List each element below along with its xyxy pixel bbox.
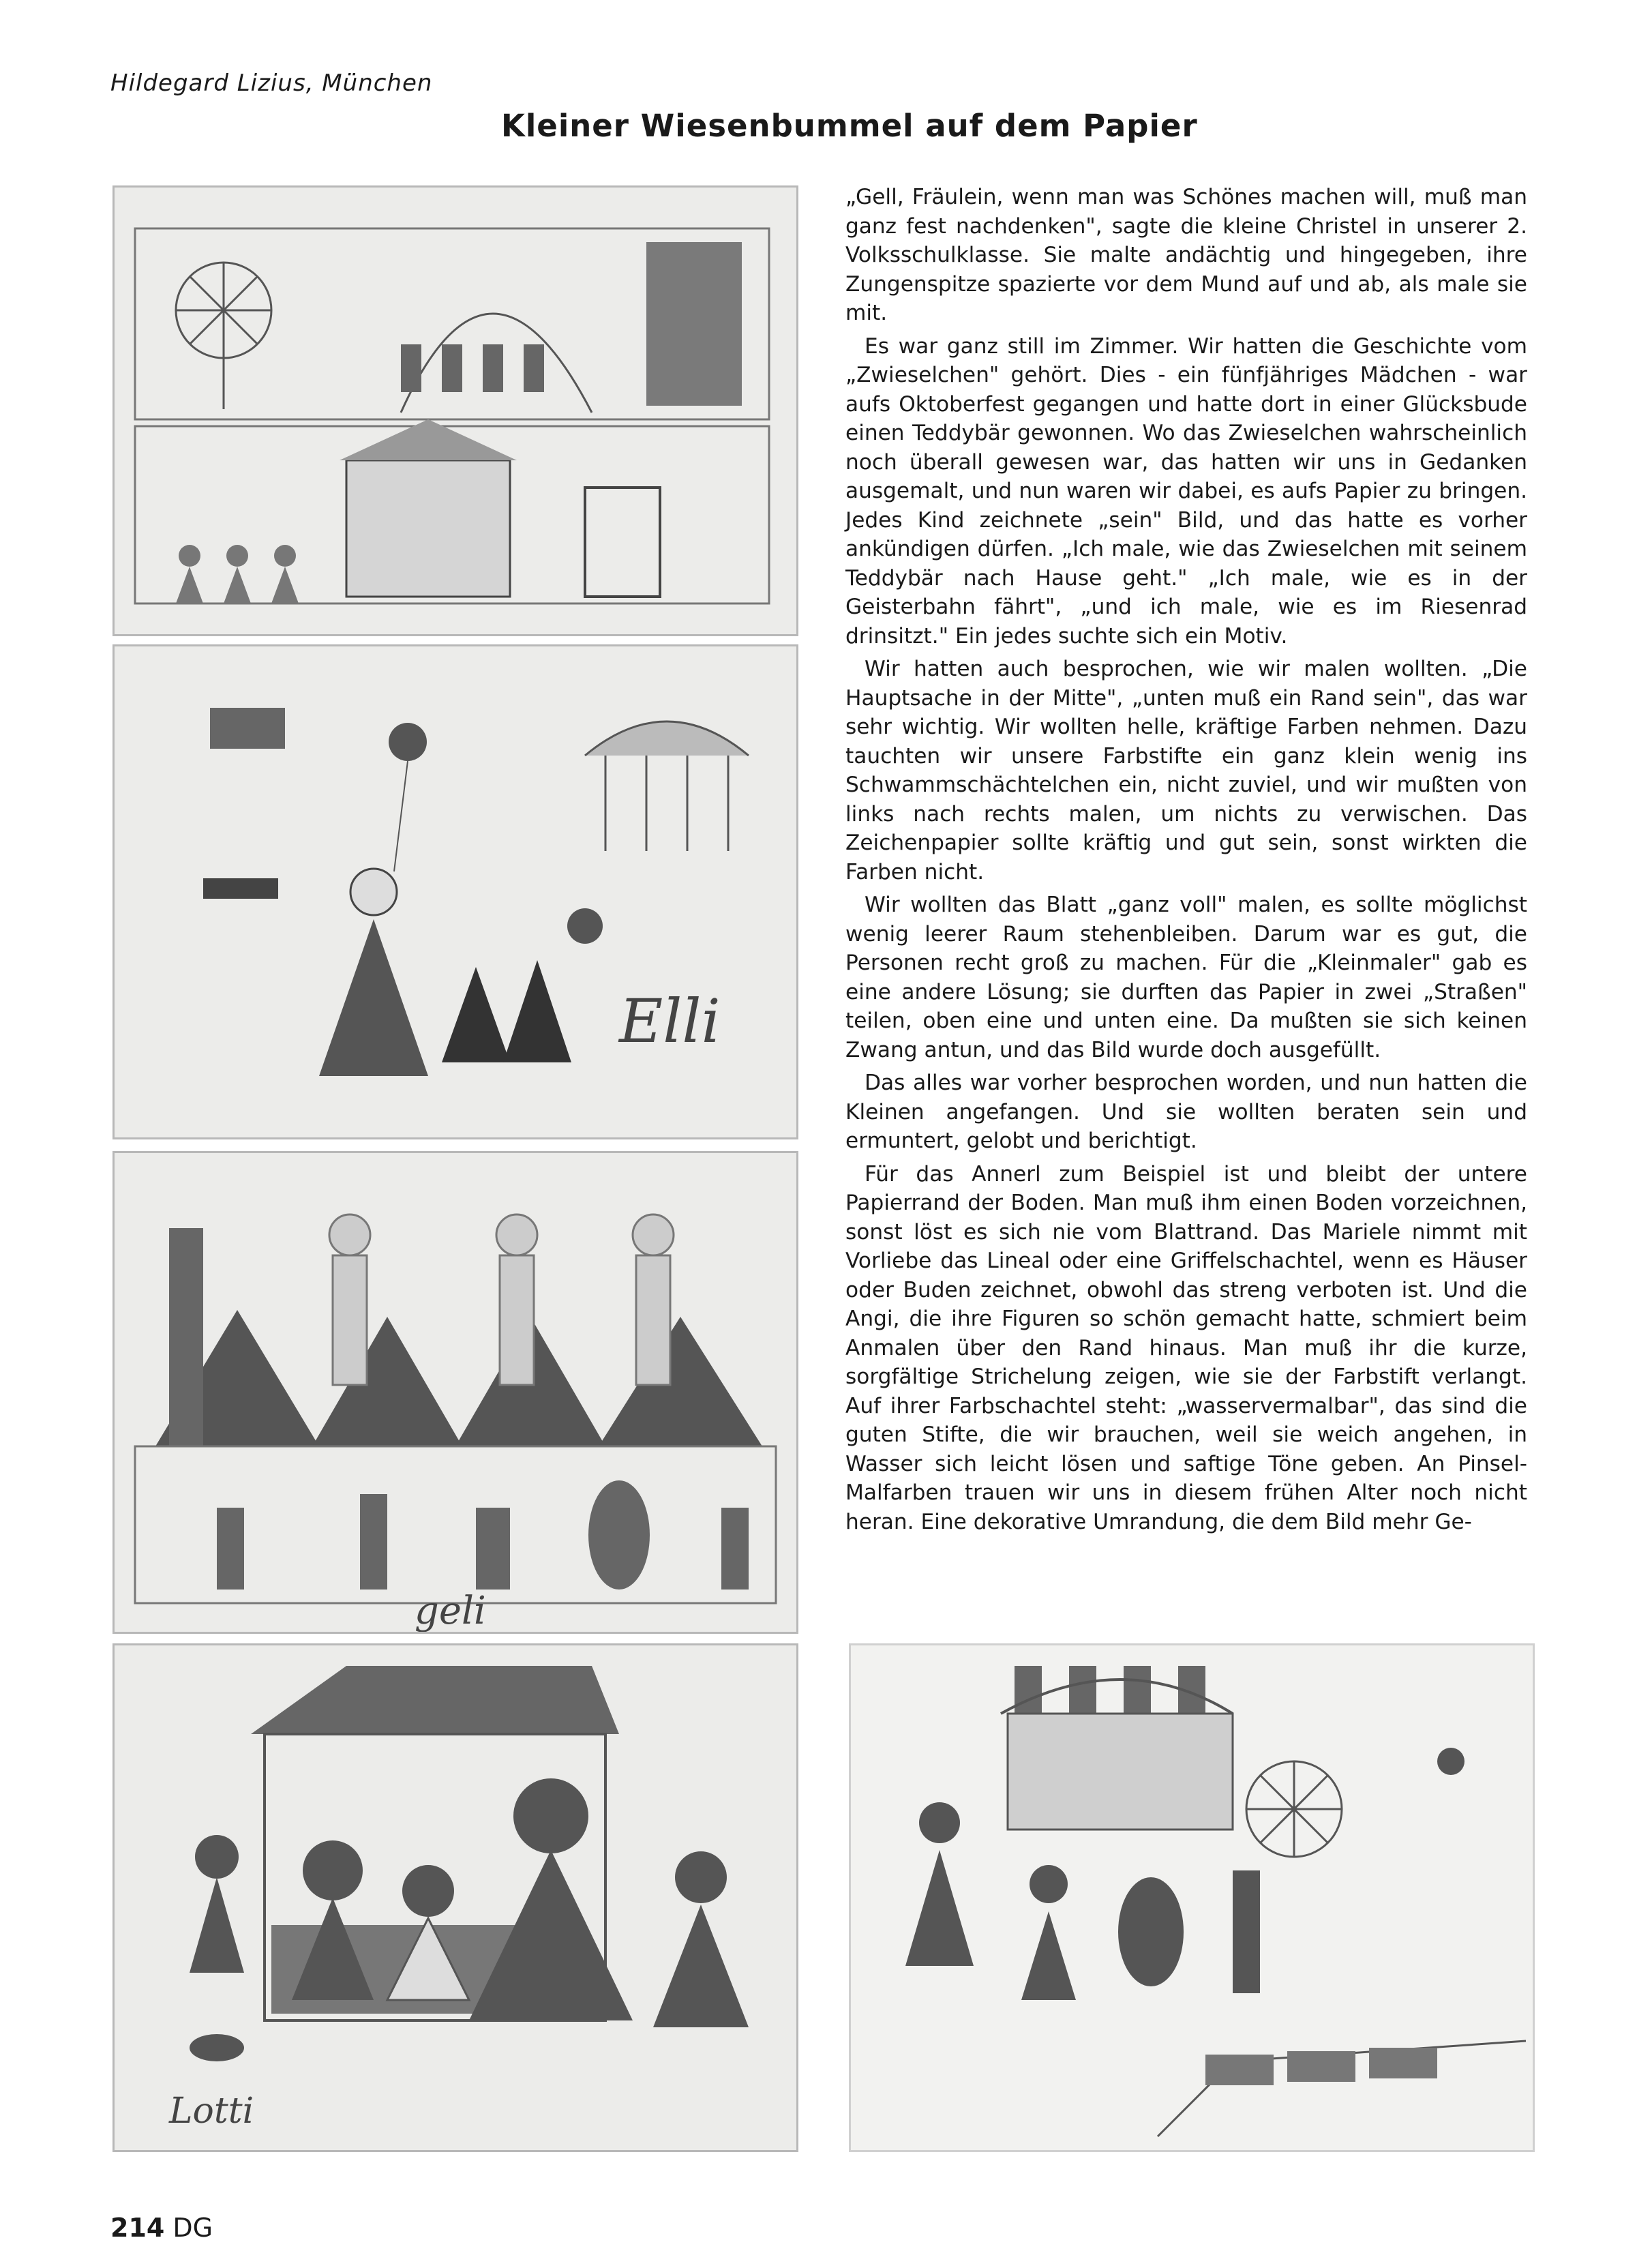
paragraph: Wir wollten das Blatt „ganz voll" malen, es sollte möglichst wenig leerer Raum stehenbleiben. Darum war es gut, die Personen recht groß zu machen. Für die „Kleinmaler" gab es eine andere Lösung; sie durften das Papier in zwei „Straßen" teilen, oben eine und unten eine. Da mußten sie sich keinen Zwang antun, und das Bild wurde doch ausgefüllt. xyxy=(845,893,1527,1062)
article-body xyxy=(845,183,1527,1540)
paragraph: Wir hatten auch besprochen, wie wir malen wollten. „Die Hauptsache in der Mitte", „unten muß ein Rand sein", das war sehr wichtig. Wir wollten helle, kräftige Farben nehmen. Dazu tauchten wir unsere Farbstifte ein ganz klein wenig ins Schwammschächtelchen ein, nicht zuviel, und wir mußten von links nach rechts malen, um nichts zu verwischen. Das Zeichenpapier sollte kräftig und gut sein, sonst wirkten die Farben nicht. xyxy=(845,657,1527,884)
signature-elli: Elli xyxy=(619,986,721,1056)
fairground-drawing-svg xyxy=(115,188,796,634)
paragraph: Es war ganz still im Zimmer. Wir hatten die Geschichte vom „Zwieselchen" gehört. Dies - ein fünfjähriges Mädchen - war aufs Oktoberfest gegangen und hatte dort in einer Glücksbude einen Teddybär gewonnen. Wo das Zwieselchen wahrscheinlich noch überall gewesen war, das hatten wir uns in Gedanken ausgemalt, und nun waren wir dabei, es aufs Papier zu bringen. Jedes Kind zeichnete „sein" Bild, und das hatte es vorher ankündigen dürfen. „Ich male, wie das Zwieselchen mit seinem Teddybär nach Hause geht." „Ich male, wie es in der Geisterbahn fährt", „und ich male, wie es im Riesenrad drinsitzt." Ein jedes suchte sich ein Motiv. xyxy=(845,333,1527,648)
paragraph: Das alles war vorher besprochen worden, und nun hatten die Kleinen angefangen. Und sie wollten beraten sein und ermuntert, gelobt und berichtigt. xyxy=(845,1071,1527,1153)
lotti-drawing-svg xyxy=(115,1645,796,2150)
stall-drawing-svg xyxy=(851,1645,1533,2150)
child-drawing-fairground xyxy=(112,185,798,636)
paragraph: Für das Annerl zum Beispiel ist und bleibt der untere Papierrand der Boden. Man muß ihm einen Boden vorzeichnen, sonst löst es sich nie vom Blattrand. Das Mariele nimmt mit Vorliebe das Lineal oder eine Griffelschachtel, wenn es Häuser oder Buden zeichnet, obwohl das streng verboten ist. Und die Angi, die ihre Figuren so schön gemacht hatte, schmiert beim Anmalen über den Rand hinaus. Man muß ihr die kurze, sorgfältige Strichelung zeigen, wie sie der Farbstift verlangt. Auf ihrer Farbschachtel steht: „wasservermalbar", das sind die guten Stifte, die wir brauchen, weil sie weich angehen, in Wasser sich leicht lösen und saftige Töne geben. An Pinsel-Malfarben trauen wir uns in diesem frühen Alter noch nicht heran. Eine dekorative Umrandung, die dem Bild mehr Ge- xyxy=(845,1161,1527,1534)
child-drawing-lotti xyxy=(112,1643,798,2152)
journal-abbreviation: DG xyxy=(172,2213,213,2243)
article-title: Kleiner Wiesenbummel auf dem Papier xyxy=(501,108,1198,144)
paragraph: „Gell, Fräulein, wenn man was Schönes machen will, muß man ganz fest nachdenken", sagte die kleine Christel in unserer 2. Volksschulklasse. Sie malte andächtig und hingegeben, ihre Zungenspitze spazierte vor dem Mund auf und ab, als male sie mit. xyxy=(845,185,1527,325)
author-line: Hildegard Lizius, München xyxy=(110,70,433,97)
child-drawing-elli xyxy=(112,644,798,1139)
child-drawing-stall-ferris-wheel xyxy=(849,1643,1535,2152)
signature-geli: geli xyxy=(415,1589,486,1632)
signature-lotti: Lotti xyxy=(169,2091,254,2132)
page-footer xyxy=(110,2213,213,2243)
child-drawing-geli xyxy=(112,1151,798,1634)
elli-drawing-svg xyxy=(115,646,796,1137)
geli-drawing-svg xyxy=(115,1153,796,1632)
page-number: 214 xyxy=(110,2213,165,2243)
